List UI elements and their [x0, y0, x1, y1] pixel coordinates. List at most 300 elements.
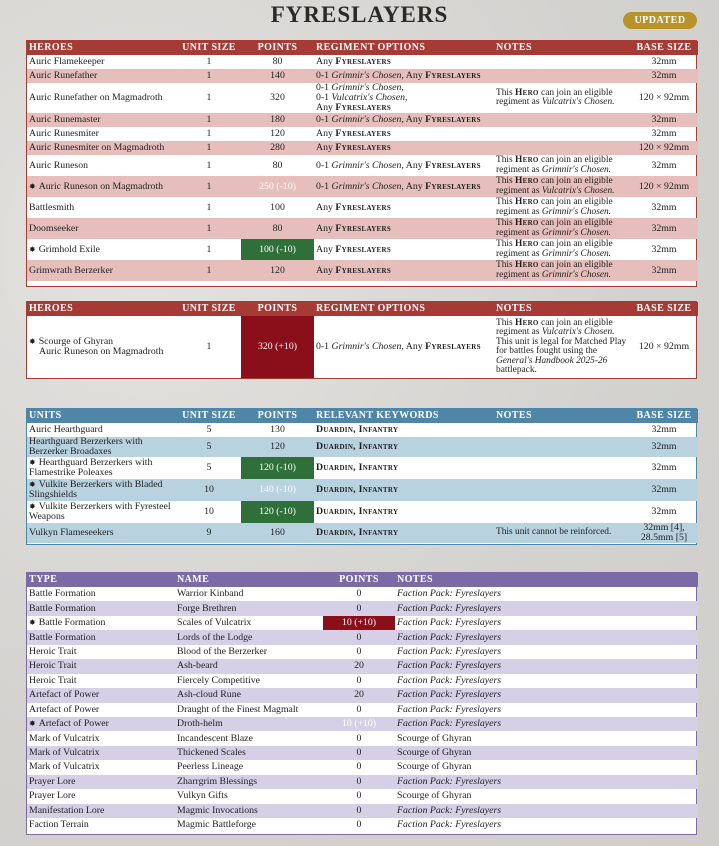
column-header: UNIT SIZE	[177, 41, 241, 55]
enhancement-notes: Faction Pack: Fyreslayers	[397, 617, 502, 629]
text-run: Grimnir's Chosen.	[541, 206, 612, 217]
enhancement-notes: Scourge of Ghyran	[397, 732, 472, 744]
unit-name	[27, 316, 177, 378]
unit-notes	[494, 316, 630, 378]
column-header: POINTS	[323, 573, 395, 587]
unit-notes	[494, 218, 630, 239]
text-run: Fyreslayers	[425, 70, 481, 81]
column-header: NAME	[175, 573, 323, 587]
column-header: POINTS	[241, 41, 314, 55]
table-row	[27, 316, 698, 378]
enhancement-name: Droth-helm	[175, 717, 323, 731]
base-size: 32mm	[651, 506, 677, 517]
enhancement-name: Ash-cloud Rune	[175, 688, 323, 702]
table-row	[27, 176, 698, 197]
text-run: 0-1	[316, 83, 332, 93]
text-run: Grimnir's Chosen.	[541, 164, 612, 175]
unit-notes	[494, 83, 630, 113]
regiment-options	[314, 316, 494, 378]
unit-name: Auric Runefather on Magmadroth	[29, 92, 163, 103]
base-size: 32mm	[630, 437, 698, 457]
enhancement-notes: Faction Pack: Fyreslayers	[397, 588, 502, 600]
text-run: Any	[316, 201, 336, 213]
table-row	[27, 437, 698, 457]
text-run: , Any	[401, 341, 426, 352]
unit-size: 1	[177, 113, 241, 127]
enhancement-type: ✸ Battle Formation	[27, 616, 175, 630]
enhancement-type: Battle Formation	[27, 601, 175, 615]
text-run: Any	[316, 142, 336, 153]
unit-points: 160	[241, 523, 314, 543]
unit-size: 1	[206, 56, 212, 67]
text-run: can join an eligible regiment as	[496, 239, 613, 259]
enhancement-name: Magmic Invocations	[175, 804, 323, 818]
text-run: can join an eligible regiment as	[496, 317, 613, 337]
table-row	[27, 746, 698, 760]
enhancement-name: Draught of the Finest Magmalt	[177, 703, 299, 715]
text-run: Fyreslayers	[335, 201, 392, 213]
text-run: Fyreslayers	[425, 180, 481, 192]
unit-size: 10	[177, 479, 241, 501]
unit-name: ✸ Vulkite Berzerkers with Fyresteel Weapons	[27, 501, 177, 523]
text-run: Grimnir's Chosen.	[541, 227, 612, 238]
base-size: 120 × 92mm	[630, 141, 698, 155]
base-size: 32mm	[651, 159, 677, 171]
text-run: Hero	[515, 176, 539, 186]
enhancement-type: Mark of Vulcatrix	[29, 761, 100, 773]
unit-points: 320	[270, 92, 285, 103]
base-size: 32mm	[630, 113, 698, 127]
unit-points: 80	[272, 56, 283, 67]
text-run: Hero	[515, 197, 539, 207]
enhancement-type: Artefact of Power	[27, 688, 175, 702]
enhancement-type: Mark of Vulcatrix	[29, 732, 100, 744]
regiment-options	[314, 260, 494, 281]
unit-name: Auric Runemaster	[27, 113, 177, 127]
unit-name: ✸ Vulkite Berzerkers with Bladed Slingshields	[27, 479, 177, 501]
text-run: Any	[316, 264, 336, 276]
enhancement-type: Mark of Vulcatrix	[27, 746, 175, 760]
text-run: Fyreslayers	[425, 159, 481, 171]
table-row	[27, 587, 698, 601]
table-row	[27, 630, 698, 644]
text-run: Fyreslayers	[335, 222, 392, 234]
table-row	[27, 423, 698, 437]
unit-name: Grimwrath Berzerker	[27, 260, 177, 281]
table-row	[27, 197, 698, 218]
column-header: NOTES	[395, 573, 698, 587]
unit-points: 100	[270, 201, 285, 213]
table-row	[27, 141, 698, 155]
unit-name: Battlesmith	[29, 201, 75, 213]
column-header: NOTES	[494, 302, 630, 316]
table-row	[27, 479, 698, 501]
base-size: 32mm	[651, 243, 677, 255]
unit-notes	[494, 69, 630, 83]
enhancement-type: Battle Formation	[29, 588, 96, 600]
base-size: 120 × 92mm	[630, 176, 698, 197]
enhancement-type: Prayer Lore	[29, 790, 76, 802]
enhancement-name: Fiercely Competitive	[177, 674, 260, 686]
regiment-line	[316, 103, 492, 113]
unit-points: 320 (+10)	[241, 316, 314, 378]
enhancement-notes: Faction Pack: Fyreslayers	[397, 703, 502, 715]
text-run: Grimnir's Chosen	[331, 159, 402, 171]
table-row	[27, 501, 698, 523]
unit-notes	[494, 141, 630, 155]
unit-notes	[494, 239, 630, 260]
regiment-options	[314, 239, 494, 260]
enhancement-points: 20	[323, 659, 395, 673]
enhancement-points: 0	[323, 630, 395, 644]
table-row	[27, 804, 698, 818]
base-size: 32mm	[630, 69, 698, 83]
column-header: TYPE	[27, 573, 175, 587]
text-run: This	[496, 218, 516, 228]
enhancement-points: 0	[356, 732, 362, 744]
unit-notes	[494, 437, 630, 457]
unit-points: 140	[241, 69, 314, 83]
enhancement-type: Manifestation Lore	[27, 804, 175, 818]
column-header: RELEVANT KEYWORDS	[314, 409, 494, 423]
table-row	[27, 155, 698, 176]
unit-size: 1	[206, 92, 212, 103]
enhancement-type: Heroic Trait	[27, 659, 175, 673]
enhancements-table	[26, 572, 697, 835]
unit-size: 10	[204, 506, 214, 517]
text-run: , Any	[401, 180, 426, 192]
text-run: Grimnir's Chosen.	[541, 248, 612, 259]
table-row	[27, 717, 698, 731]
table-row	[27, 760, 698, 774]
text-run: Any	[316, 56, 336, 67]
base-size: 120 × 92mm	[638, 92, 690, 103]
enhancement-points: 20	[323, 688, 395, 702]
enhancement-points: 10 (+10)	[323, 717, 395, 731]
table-row	[27, 113, 698, 127]
text-run: Hero	[515, 239, 539, 249]
unit-name: Auric Runesmiter	[29, 128, 99, 139]
table-row	[27, 688, 698, 702]
unit-notes	[494, 501, 630, 523]
enhancement-notes: Faction Pack: Fyreslayers	[397, 674, 502, 686]
heroes-table	[26, 40, 697, 287]
text-run: This	[496, 317, 516, 328]
unit-notes	[494, 260, 630, 281]
column-header: UNIT SIZE	[177, 302, 241, 316]
column-header: BASE SIZE	[630, 302, 698, 316]
column-header: HEROES	[27, 302, 177, 316]
enhancement-notes: Scourge of Ghyran	[395, 746, 698, 760]
enhancement-notes: Faction Pack: Fyreslayers	[395, 804, 698, 818]
unit-size: 5	[206, 462, 212, 473]
unit-notes	[494, 457, 630, 479]
unit-points: 120 (-10)	[241, 457, 314, 479]
unit-name: Auric Hearthguard	[29, 424, 103, 435]
enhancement-notes: Faction Pack: Fyreslayers	[397, 819, 502, 831]
text-run: This unit is legal for Matched Play for battles fought using the	[496, 336, 627, 356]
unit-points: 280	[241, 141, 314, 155]
regiment-options	[314, 197, 494, 218]
name-line: Auric Runeson on Magmadroth	[39, 346, 164, 357]
unit-name: Auric Runefather	[27, 69, 177, 83]
enhancement-points: 0	[323, 746, 395, 760]
enhancement-name: Forge Brethren	[175, 601, 323, 615]
enhancement-type: Heroic Trait	[29, 645, 77, 657]
column-header: REGIMENT OPTIONS	[314, 302, 494, 316]
text-run: , Any	[401, 114, 426, 125]
text-run: General's Handbook 2025-26	[496, 355, 608, 366]
text-run: This	[496, 176, 516, 186]
text-run: Hero	[515, 155, 539, 165]
unit-points: 120	[241, 437, 314, 457]
unit-notes	[494, 423, 630, 437]
unit-notes	[494, 127, 630, 141]
text-run: can join an eligible regiment as	[496, 218, 613, 238]
enhancement-type: Prayer Lore	[27, 775, 175, 789]
base-size: 120 × 92mm	[638, 341, 690, 352]
text-run: can join an eligible regiment as	[496, 155, 613, 175]
unit-points: 80	[241, 218, 314, 239]
regiment-options	[314, 83, 494, 113]
enhancement-name: Lords of the Lodge	[175, 630, 323, 644]
enhancement-type: Artefact of Power	[29, 703, 100, 715]
enhancement-points: 0	[323, 804, 395, 818]
table-row	[27, 789, 698, 803]
base-size: 32mm	[630, 218, 698, 239]
table-row	[27, 523, 698, 543]
unit-notes	[494, 176, 630, 197]
enhancement-name: Zharrgrim Blessings	[175, 775, 323, 789]
enhancement-name: Vulkyn Gifts	[177, 790, 228, 802]
text-run: Hero	[515, 260, 539, 270]
unit-keywords: Duardin, Infantry	[316, 462, 399, 473]
text-run: Fyreslayers	[335, 142, 392, 153]
text-run: Grimnir's Chosen,	[331, 83, 404, 93]
unit-size: 1	[177, 176, 241, 197]
unit-notes	[494, 479, 630, 501]
regiment-options	[314, 69, 494, 83]
text-run: 0-1	[316, 341, 332, 352]
unit-keywords: Duardin, Infantry	[314, 437, 494, 457]
base-size: 32mm	[651, 462, 677, 473]
unit-points: 130	[270, 424, 285, 435]
table-row	[27, 659, 698, 673]
table-row	[27, 616, 698, 630]
enhancement-points: 0	[356, 674, 362, 686]
unit-size: 5	[206, 424, 212, 435]
enhancement-name: Magmic Battleforge	[177, 819, 256, 831]
unit-notes	[494, 155, 630, 176]
unit-name: Vulkyn Flameseekers	[27, 523, 177, 543]
text-run: can join an eligible regiment as	[496, 197, 613, 217]
text-run: This	[496, 239, 516, 249]
base-size: 32mm [4], 28.5mm [5]	[630, 523, 698, 543]
enhancement-name: Peerless Lineage	[177, 761, 244, 773]
text-run: Any	[316, 243, 336, 255]
text-run: can join an eligible regiment as	[496, 87, 613, 107]
text-run: Any	[316, 128, 336, 139]
enhancement-type: ✸ Artefact of Power	[27, 717, 175, 731]
table-row	[27, 674, 698, 688]
base-size: 32mm	[651, 201, 677, 213]
unit-size: 1	[177, 141, 241, 155]
column-header: HEROES	[27, 41, 177, 55]
enhancement-notes: Faction Pack: Fyreslayers	[395, 688, 698, 702]
text-run: Hero	[515, 218, 539, 228]
unit-keywords: Duardin, Infantry	[314, 523, 494, 543]
text-run: This	[496, 87, 516, 98]
regiment-options	[314, 127, 494, 141]
text-run: Vulcatrix's Chosen,	[331, 92, 408, 103]
unit-name: Auric Flamekeeper	[29, 56, 105, 67]
unit-points: 250 (-10)	[241, 176, 314, 197]
unit-notes: This unit cannot be reinforced.	[494, 523, 630, 543]
base-size: 32mm	[630, 479, 698, 501]
unit-notes	[494, 197, 630, 218]
table-row	[27, 218, 698, 239]
column-header: NOTES	[494, 409, 630, 423]
unit-notes	[494, 55, 630, 69]
text-run: 0-1	[316, 92, 332, 103]
base-size: 32mm	[651, 424, 677, 435]
text-run: Grimnir's Chosen	[331, 114, 402, 125]
enhancement-notes: Faction Pack: Fyreslayers	[395, 630, 698, 644]
unit-points: 120 (-10)	[241, 501, 314, 523]
text-run: Fyreslayers	[335, 128, 392, 139]
text-run: Fyreslayers	[425, 341, 481, 352]
text-run: Grimnir's Chosen	[331, 341, 402, 352]
regiment-options	[314, 55, 494, 69]
unit-name: ✸ Hearthguard Berzerkers with Flamestrike Poleaxes	[27, 457, 177, 479]
unit-size: 1	[206, 243, 212, 255]
text-run: Any	[316, 222, 336, 234]
enhancement-name: Warrior Kinband	[177, 588, 244, 600]
table-row	[27, 818, 698, 832]
text-run: Fyreslayers	[425, 114, 481, 125]
base-size: 32mm	[651, 128, 677, 139]
column-header: POINTS	[241, 302, 314, 316]
unit-points: 120	[241, 260, 314, 281]
unit-points: 80	[272, 159, 283, 171]
unit-points: 120	[270, 128, 285, 139]
text-run: battlepack.	[496, 365, 537, 375]
text-run: Grimnir's Chosen.	[541, 269, 612, 280]
unit-size: 1	[206, 201, 212, 213]
unit-name: Auric Runeson	[29, 159, 89, 171]
enhancement-notes: Faction Pack: Fyreslayers	[395, 601, 698, 615]
unit-name: Hearthguard Berzerkers with Berzerker Broadaxes	[27, 437, 177, 457]
unit-size: 1	[206, 341, 212, 352]
text-run: 0-1	[316, 70, 332, 81]
enhancement-notes: Faction Pack: Fyreslayers	[395, 775, 698, 789]
enhancement-notes: Faction Pack: Fyreslayers	[397, 645, 502, 657]
unit-notes	[494, 113, 630, 127]
unit-points: 100 (-10)	[241, 239, 314, 260]
text-run: , Any	[401, 159, 426, 171]
table-row	[27, 601, 698, 615]
text-run: Fyreslayers	[335, 264, 392, 276]
text-run: Vulcatrix's Chosen.	[541, 97, 615, 107]
text-run: Vulcatrix's Chosen.	[541, 327, 615, 337]
enhancement-name: Blood of the Berzerker	[177, 645, 268, 657]
table-row	[27, 127, 698, 141]
text-run: can join an eligible regiment as	[496, 176, 613, 196]
unit-size: 1	[206, 159, 212, 171]
enhancement-name: Thickened Scales	[175, 746, 323, 760]
text-run: 0-1	[316, 180, 332, 192]
unit-size: 1	[177, 218, 241, 239]
unit-size: 1	[177, 69, 241, 83]
table-row	[27, 457, 698, 479]
column-header: POINTS	[241, 409, 314, 423]
text-run: 0-1	[316, 159, 332, 171]
table-row	[27, 83, 698, 113]
unit-name: ✸ Grimhold Exile	[27, 239, 177, 260]
enhancement-points: 0	[356, 588, 362, 600]
text-run: Fyreslayers	[335, 243, 392, 255]
unit-size: 1	[206, 128, 212, 139]
regiment-options	[314, 218, 494, 239]
name-line: ✸ Scourge of Ghyran	[29, 337, 175, 347]
unit-size: 5	[177, 437, 241, 457]
unit-points: 180	[241, 113, 314, 127]
enhancement-name: Ash-beard	[175, 659, 323, 673]
text-run: Any	[316, 102, 336, 113]
enhancement-type: Battle Formation	[27, 630, 175, 644]
enhancement-name: Incandescent Blaze	[177, 732, 253, 744]
updated-badge: UPDATED	[623, 12, 697, 29]
text-run: Grimnir's Chosen	[331, 180, 402, 192]
text-run: Hero	[515, 87, 539, 98]
enhancement-points: 10 (+10)	[323, 616, 395, 630]
table-row	[27, 775, 698, 789]
enhancement-notes: Faction Pack: Fyreslayers	[395, 717, 698, 731]
column-header: UNITS	[27, 409, 177, 423]
text-run: Vulcatrix's Chosen.	[541, 185, 615, 196]
text-run: Fyreslayers	[335, 102, 392, 113]
unit-name: Doomseeker	[27, 218, 177, 239]
table-row	[27, 55, 698, 69]
unit-points: 140 (-10)	[241, 479, 314, 501]
text-run: Hero	[515, 317, 539, 328]
text-run: Fyreslayers	[335, 56, 392, 67]
table-row	[27, 69, 698, 83]
enhancement-name: Scales of Vulcatrix	[177, 617, 252, 629]
enhancement-notes: Faction Pack: Fyreslayers	[395, 659, 698, 673]
text-run: can join an eligible regiment as	[496, 260, 613, 280]
table-row	[27, 703, 698, 717]
heroes-legends-table	[26, 301, 697, 379]
unit-size: 9	[177, 523, 241, 543]
enhancement-points: 0	[323, 775, 395, 789]
enhancement-type: Heroic Trait	[29, 674, 77, 686]
text-run: This	[496, 197, 516, 207]
table-row	[27, 260, 698, 281]
text-run: , Any	[401, 70, 426, 81]
text-run: Grimnir's Chosen	[331, 70, 402, 81]
enhancement-points: 0	[356, 819, 362, 831]
unit-keywords: Duardin, Infantry	[314, 479, 494, 501]
regiment-options	[314, 176, 494, 197]
regiment-options	[314, 113, 494, 127]
column-header: BASE SIZE	[630, 41, 698, 55]
base-size: 32mm	[630, 260, 698, 281]
units-table	[26, 408, 697, 545]
enhancement-points: 0	[356, 645, 362, 657]
table-row	[27, 645, 698, 659]
table-row	[27, 731, 698, 745]
